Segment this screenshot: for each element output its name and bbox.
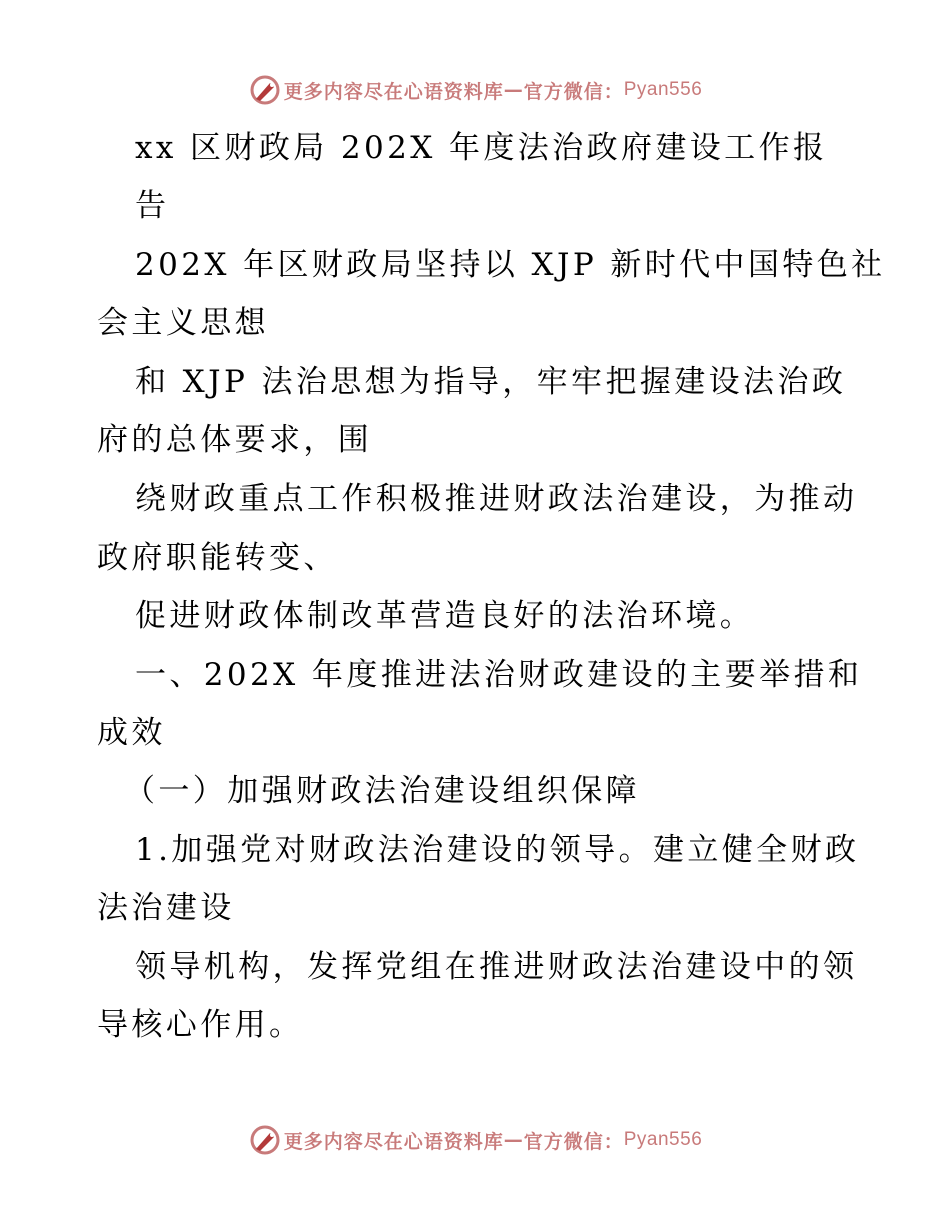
watermark-contact-label: 官方微信： [523, 80, 624, 103]
watermark-dash: — [503, 79, 524, 101]
paragraph-4-line-1: 促进财政体制改革营造良好的法治环境。 [135, 598, 755, 634]
footer-watermark [0, 1120, 950, 1160]
item-1-line-4: 导核心作用。 [97, 1007, 304, 1043]
watermark-brand-text: 更多内容尽在心语资料库 [283, 80, 504, 103]
section-heading-line-1: 一、202X 年度推进法治财政建设的主要举措和 [135, 657, 863, 693]
watermark-dash: — [503, 1129, 524, 1151]
paragraph-2-line-2: 府的总体要求，围 [97, 422, 373, 458]
doc-title-line-1: xx 区财政局 202X 年度法治政府建设工作报 [135, 130, 828, 166]
pen-nib-logo-icon [248, 1123, 282, 1157]
paragraph-3-line-1: 绕财政重点工作积极推进财政法治建设，为推动 [135, 481, 858, 517]
watermark-contact-label: 官方微信： [523, 1130, 624, 1153]
item-1-line-2: 法治建设 [97, 890, 235, 926]
item-1-line-3: 领导机构，发挥党组在推进财政法治建设中的领 [135, 949, 858, 985]
header-watermark [0, 70, 950, 110]
watermark-contact-id: Pyan556 [623, 79, 703, 100]
paragraph-1-line-1: 202X 年区财政局坚持以 XJP 新时代中国特色社 [135, 247, 886, 283]
watermark-contact-id: Pyan556 [623, 1129, 703, 1150]
subsection-heading: （一）加强财政法治建设组织保障 [124, 773, 640, 809]
paragraph-3-line-2: 政府职能转变、 [97, 540, 338, 576]
section-heading-line-2: 成效 [97, 715, 166, 751]
pen-nib-logo-icon [248, 73, 282, 107]
paragraph-2-line-1: 和 XJP 法治思想为指导，牢牢把握建设法治政 [135, 364, 847, 400]
doc-title-line-2: 告 [135, 188, 170, 224]
item-1-line-1: 1.加强党对财政法治建设的领导。建立健全财政 [135, 832, 860, 868]
watermark-brand-text: 更多内容尽在心语资料库 [283, 1130, 504, 1153]
paragraph-1-line-2: 会主义思想 [97, 305, 269, 341]
